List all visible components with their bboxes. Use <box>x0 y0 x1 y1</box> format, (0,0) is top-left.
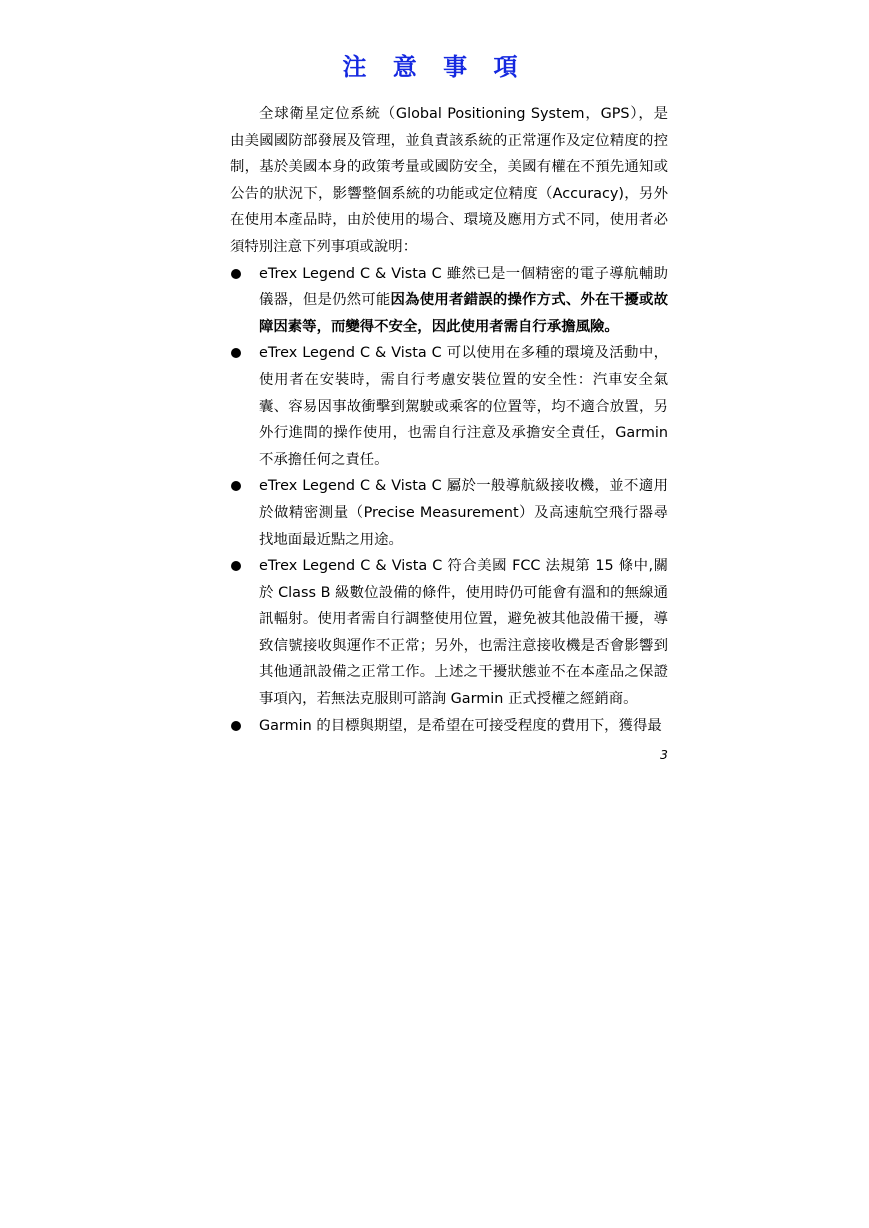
list-item <box>230 713 668 740</box>
list-item-text: eTrex Legend C & Vista C 雖然已是一個精密的電子導航輔助儀器，但是仍然可能 <box>259 265 668 309</box>
list-item <box>230 261 668 341</box>
list-item <box>230 340 668 473</box>
list-item-text: eTrex Legend C & Vista C 屬於一般導航級接收機，並不適用於做精密測量（Precise Measurement）及高速航空飛行器尋找地面最近點之用途。 <box>259 478 668 548</box>
page-title: 注 意 事 項 <box>342 53 527 81</box>
bullet-icon <box>231 269 241 279</box>
intro-paragraph: 全球衛星定位系統（Global Positioning System，GPS），是由美國國防部發展及管理，並負責該系統的正常運作及定位精度的控制，基於美國本身的政策考量或國防安全，美國有權在不預先通知或公告的狀況下，影響整個系統的功能或定位精度（Accuracy)，另外在使用本產品時，由於使用的場合、環境及應用方式不同，使用者必須特別注意下列事項或說明： <box>230 106 668 255</box>
list-item-text: eTrex Legend C & Vista C 符合美國 FCC 法規第 15 條中,關於 Class B 級數位設備的條件，使用時仍可能會有溫和的無線通訊輻射。使用者需自行調整使用位置，避免被其他設備干擾，導致信號接收與運作不正常；另外，也需注意接收機是否會影響到其他通訊設備之正常工作。上述之干擾狀態並不在本產品之保證事項內，若無法克服則可諮詢 Garmin 正式授權之經銷商。 <box>259 558 668 708</box>
bullet-icon <box>231 561 241 571</box>
list-item-bold-text: 因為使用者錯誤的操作方式、外在干擾或故障因素等，而變得不安全，因此使用者需自行承擔風險。 <box>259 292 668 335</box>
notice-list <box>230 261 668 740</box>
list-item-text: eTrex Legend C & Vista C 可以使用在多種的環境及活動中，使用者在安裝時，需自行考慮安裝位置的安全性：汽車安全氣囊、容易因事故衝擊到駕駛或乘客的位置等，均不適合放置，另外行進間的操作使用，也需自行注意及承擔安全責任，Garmin 不承擔任何之責任。 <box>259 345 668 468</box>
list-item <box>230 473 668 553</box>
bullet-icon <box>231 481 241 491</box>
list-item-text: Garmin 的目標與期望，是希望在可接受程度的費用下，獲得最 <box>259 717 662 734</box>
bullet-icon <box>231 348 241 358</box>
document-body <box>230 101 668 739</box>
list-item <box>230 553 668 713</box>
bullet-icon <box>231 721 241 731</box>
page-number: 3 <box>660 747 668 762</box>
